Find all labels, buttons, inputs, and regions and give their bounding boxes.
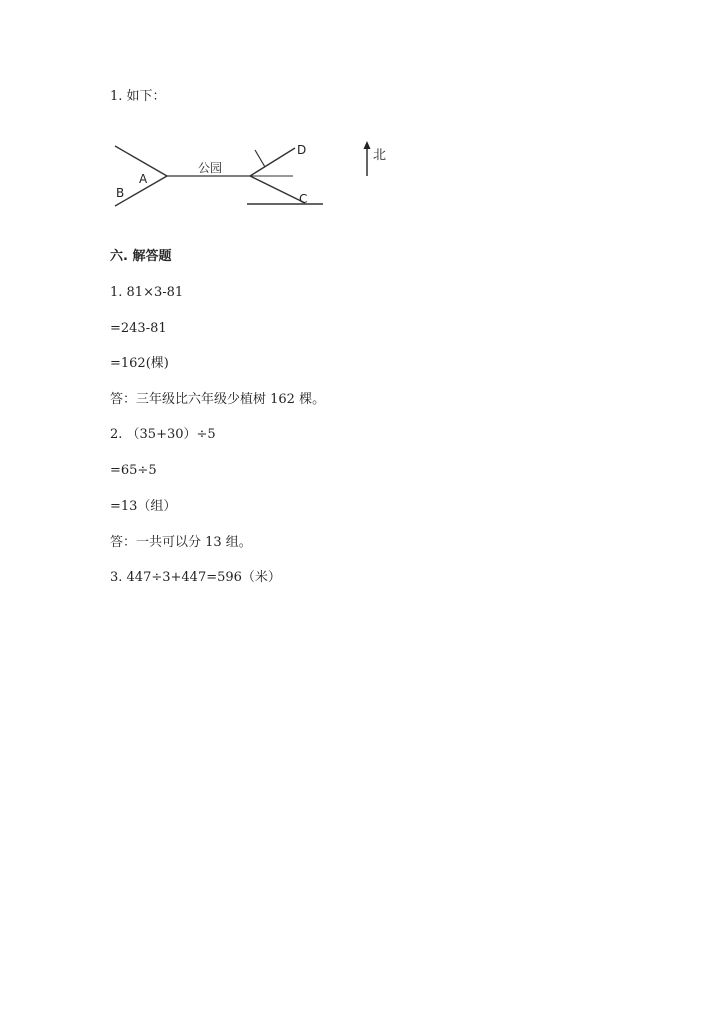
route-line-c	[250, 176, 305, 203]
answer-line: =162(棵)	[110, 356, 169, 371]
north-arrow-head-icon	[364, 141, 371, 149]
point-c-label: C	[299, 192, 308, 206]
park-label: 公园	[198, 161, 223, 175]
answer-line: 1. 81×3-81	[110, 285, 184, 300]
intro-line: 1. 如下：	[110, 89, 166, 104]
point-d-label: D	[297, 143, 307, 157]
answer-line: =65÷5	[110, 463, 157, 478]
route-diagram	[105, 136, 405, 216]
north-label: 北	[373, 148, 387, 163]
answer-line: 2. （35+30）÷5	[110, 427, 216, 442]
answer-line: 答：一共可以分 13 组。	[110, 535, 252, 550]
point-a-label: A	[139, 172, 148, 186]
answer-line: 3. 447÷3+447=596（米）	[110, 570, 281, 585]
answer-line: =243-81	[110, 321, 167, 336]
section-title: 六. 解答题	[110, 249, 172, 264]
answer-line: =13（组）	[110, 499, 177, 514]
point-b-label: B	[116, 186, 125, 200]
route-line-d-tick	[255, 150, 265, 167]
answer-line: 答：三年级比六年级少植树 162 棵。	[110, 392, 326, 407]
